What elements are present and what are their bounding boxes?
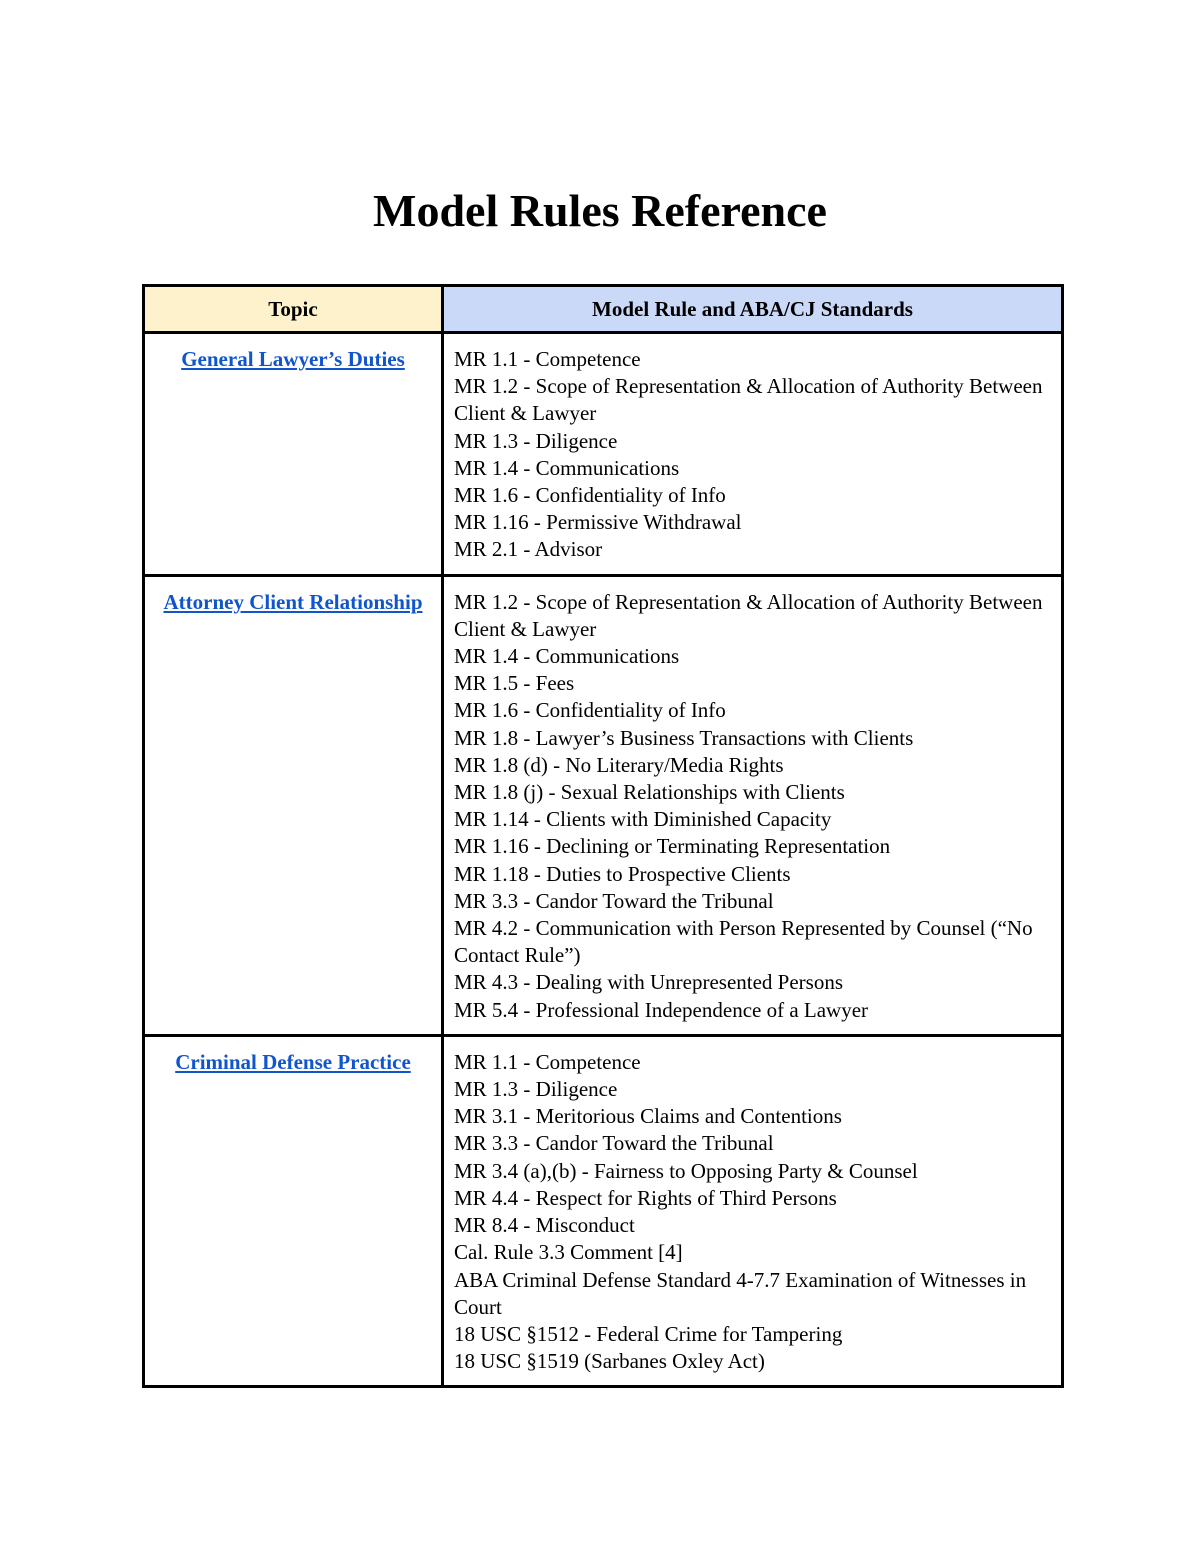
- rule-item: MR 1.16 - Declining or Terminating Representation: [454, 834, 891, 859]
- rule-item: MR 4.2 - Communication with Person Represented by Counsel (“No Contact Rule”): [454, 916, 1033, 968]
- rule-item: MR 1.2 - Scope of Representation & Allocation of Authority Between Client & Lawyer: [454, 374, 1043, 426]
- rule-item: MR 3.3 - Candor Toward the Tribunal: [454, 888, 774, 913]
- table-row: [144, 575, 1063, 1035]
- rule-item: 18 USC §1512 - Federal Crime for Tampering: [454, 1321, 843, 1346]
- table-header-row: [144, 286, 1063, 333]
- rules-table: [142, 284, 1064, 1388]
- rule-item: MR 1.4 - Communications: [454, 455, 680, 480]
- rule-item: MR 1.2 - Scope of Representation & Allocation of Authority Between Client & Lawyer: [454, 589, 1043, 641]
- rule-item: MR 5.4 - Professional Independence of a Lawyer: [454, 997, 869, 1022]
- rules-cell: [443, 333, 1063, 576]
- rule-item: MR 1.6 - Confidentiality of Info: [454, 483, 726, 508]
- rule-item: MR 1.3 - Diligence: [454, 428, 618, 453]
- rule-item: MR 1.14 - Clients with Diminished Capacity: [454, 807, 832, 832]
- topic-column-header: Topic: [144, 286, 443, 333]
- rule-item: MR 1.18 - Duties to Prospective Clients: [454, 861, 791, 886]
- rule-item: MR 1.3 - Diligence: [454, 1077, 618, 1102]
- rule-item: MR 4.3 - Dealing with Unrepresented Persons: [454, 970, 844, 995]
- rule-item: MR 4.4 - Respect for Rights of Third Persons: [454, 1185, 837, 1210]
- page-title: Model Rules Reference: [373, 185, 827, 236]
- rule-item: MR 3.4 (a),(b) - Fairness to Opposing Party & Counsel: [454, 1158, 918, 1183]
- table-row: [144, 1035, 1063, 1386]
- rule-item: 18 USC §1519 (Sarbanes Oxley Act): [454, 1349, 765, 1374]
- rule-item: MR 3.1 - Meritorious Claims and Contentions: [454, 1104, 842, 1129]
- rule-item: Cal. Rule 3.3 Comment [4]: [454, 1240, 683, 1265]
- rules-cell: [443, 575, 1063, 1035]
- rule-item: MR 1.5 - Fees: [454, 671, 575, 696]
- rule-item: MR 1.16 - Permissive Withdrawal: [454, 510, 742, 535]
- rule-item: MR 3.3 - Candor Toward the Tribunal: [454, 1131, 774, 1156]
- topic-link-criminal-defense-practice[interactable]: Criminal Defense Practice: [175, 1049, 411, 1074]
- rule-item: MR 1.6 - Confidentiality of Info: [454, 698, 726, 723]
- rules-cell: [443, 1035, 1063, 1386]
- rules-column-header: Model Rule and ABA/CJ Standards: [443, 286, 1063, 333]
- rule-item: MR 1.1 - Competence: [454, 1049, 641, 1074]
- rule-item: MR 1.8 (j) - Sexual Relationships with Clients: [454, 780, 845, 805]
- table-row: [144, 333, 1063, 576]
- rule-item: MR 2.1 - Advisor: [454, 537, 603, 562]
- rule-item: MR 1.8 (d) - No Literary/Media Rights: [454, 752, 784, 777]
- topic-cell: [144, 575, 443, 1035]
- rule-item: MR 8.4 - Misconduct: [454, 1213, 635, 1238]
- topic-link-general-lawyers-duties[interactable]: General Lawyer’s Duties: [181, 347, 405, 371]
- topic-cell: [144, 1035, 443, 1386]
- rule-item: MR 1.1 - Competence: [454, 347, 641, 371]
- topic-cell: [144, 333, 443, 576]
- rule-item: MR 1.8 - Lawyer’s Business Transactions with Clients: [454, 725, 914, 750]
- topic-link-attorney-client-relationship[interactable]: Attorney Client Relationship: [163, 589, 423, 614]
- rule-item: ABA Criminal Defense Standard 4-7.7 Examination of Witnesses in Court: [454, 1267, 1027, 1319]
- rule-item: MR 1.4 - Communications: [454, 644, 680, 669]
